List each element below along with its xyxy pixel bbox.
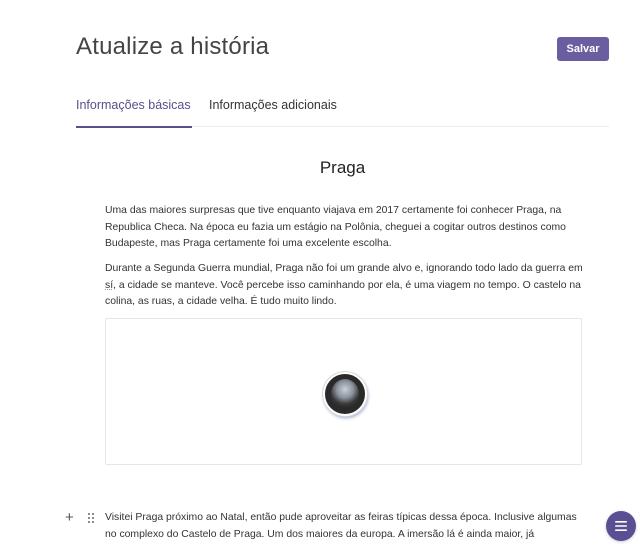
save-button[interactable]: Salvar — [557, 37, 609, 61]
paragraph-text: , a cidade se manteve. Você percebe isso caminhando por ela, é uma viagem no tempo. O castelo na colina, as ruas, a cidade velha. É tudo muito lindo. — [105, 279, 581, 307]
menu-icon — [606, 511, 636, 541]
drag-handle-icon[interactable] — [87, 512, 95, 524]
story-title[interactable]: Praga — [319, 158, 366, 177]
story-paragraph[interactable] — [105, 261, 583, 311]
image-block[interactable] — [105, 318, 582, 465]
misspelled-word[interactable]: sí — [105, 279, 114, 291]
story-paragraph[interactable]: Visitei Praga próximo ao Natal, então pude aproveitar as feiras típicas dessa época. Inclusive algumas no complexo do Castelo de Praga. Um dos maiores da europa. A imersão lá é ainda maior, já — [105, 512, 577, 540]
menu-button[interactable] — [606, 511, 636, 541]
tab-basic-info[interactable]: Informações básicas — [76, 98, 192, 128]
add-block-button[interactable]: + — [65, 509, 74, 526]
thumbnail-photo — [331, 379, 359, 409]
paragraph-text: Durante a Segunda Guerra mundial, Praga não foi um grande alvo e, ignorando todo lado da guerra em — [105, 263, 583, 274]
loading-image-thumbnail — [323, 372, 367, 416]
story-paragraph[interactable]: Uma das maiores surpresas que tive enquanto viajava em 2017 certamente foi conhecer Praga, na Republica Checa. Na época eu fazia um estágio na Polônia, cheguei a cogitar outros destinos como Budapeste, mas Praga certamente foi uma excelente escolha. — [105, 205, 566, 249]
tab-additional-info[interactable]: Informações adicionais — [209, 98, 337, 112]
page-title: Atualize a história — [76, 33, 270, 60]
tab-bar — [76, 90, 609, 127]
